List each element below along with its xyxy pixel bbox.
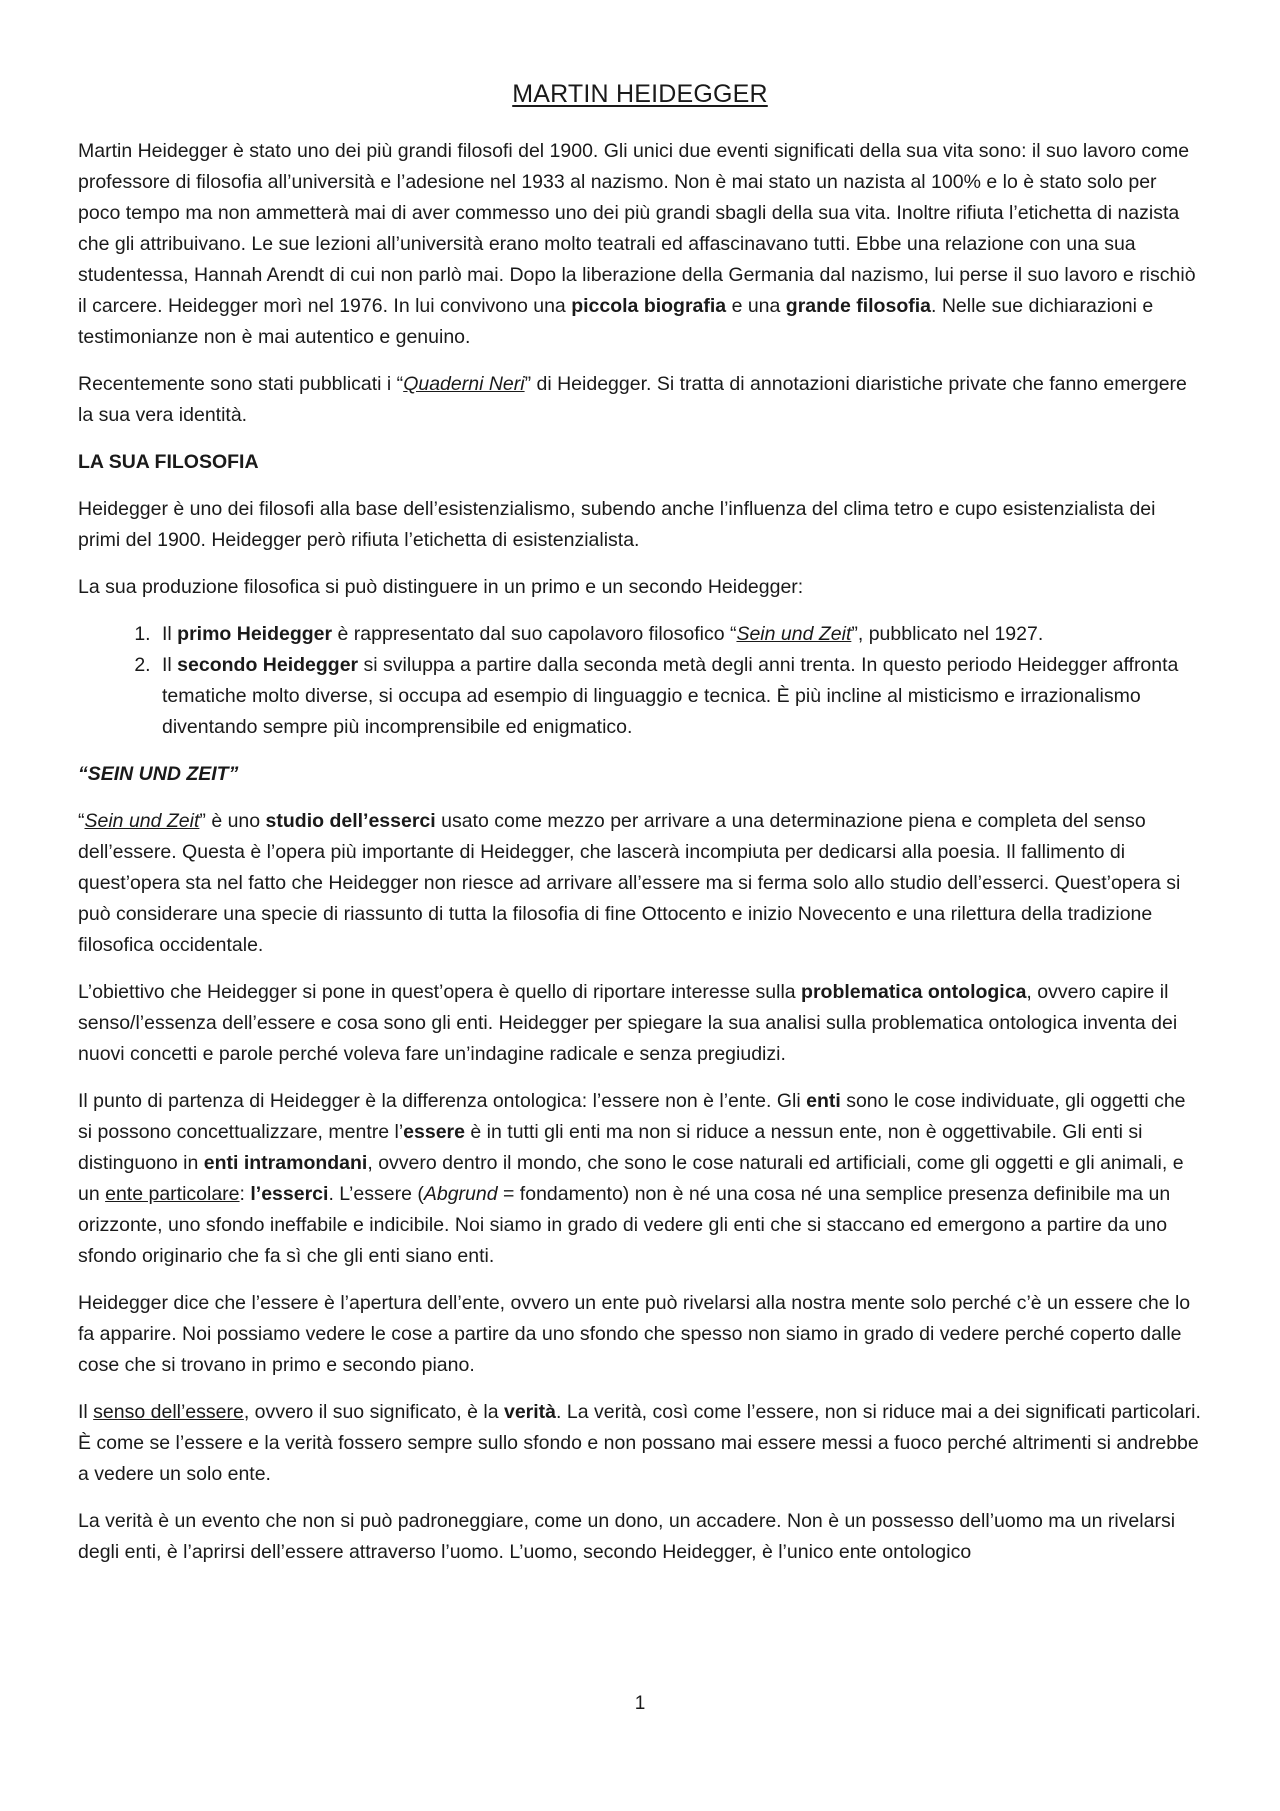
page-number: 1 [634, 1693, 646, 1714]
text-run: “ [78, 810, 85, 832]
sein-und-zeit-title: Sein und Zeit [84, 810, 200, 832]
page-title-text: MARTIN HEIDEGGER [512, 80, 768, 108]
text-run: Martin Heidegger è stato uno dei più grandi filosofi del 1900. Gli unici due eventi significati della sua vita sono: il suo lavoro come professore di filosofia all’università e l’adesione nel 1933 al nazismo. Non è mai stato un nazista al 100% e lo è stato solo per poco tempo ma non ammetterà mai di aver commesso uno dei più grandi sbagli della sua vita. Inoltre rifiuta l’etichetta di nazista che gli attribuivano. Le sue lezioni all’università erano molto teatrali ed affascinavano tutti. Ebbe una relazione con una sua studentessa, Hannah Arendt di cui non parlò mai. Dopo la liberazione della Germania dal nazismo, lui perse il suo lavoro e rischiò il carcere. Heidegger morì nel 1976. In lui convivono una [78, 140, 1196, 317]
text-run: e una [726, 295, 786, 317]
text-run: usato come mezzo per arrivare a una determinazione piena e completa del senso dell’essere. Questa è l’opera più importante di Heidegger, che lascerà incompiuta per dedicarsi alla poesia. Il fallimento di quest’opera sta nel fatto che Heidegger non riesce ad arrivare all’essere ma si ferma solo allo studio dell’esserci. Quest’opera si può considerare una specie di riassunto di tutta la filosofia di fine Ottocento e inizio Novecento e una rilettura della tradizione filosofica occidentale. [78, 810, 1181, 956]
list-item-secondo [156, 650, 1202, 743]
bold-piccola-biografia: piccola biografia [571, 295, 727, 317]
bold-problematica-ontologica: problematica ontologica [801, 981, 1027, 1003]
text-run: , ovvero dentro il mondo, che sono le cose naturali ed artificiali, come gli oggetti e gli animali, e un [78, 1152, 1184, 1205]
text-run: ” è uno [199, 810, 266, 832]
paragraph-esistenzialismo: Heidegger è uno dei filosofi alla base dell’esistenzialismo, subendo anche l’influenza del clima tetro e cupo esistenzialista dei primi del 1900. Heidegger però rifiuta l’etichetta di esistenzialista. [78, 498, 1156, 551]
underline-ente-particolare: ente particolare [105, 1183, 240, 1205]
sein-und-zeit-title: Sein und Zeit [736, 623, 852, 645]
bold-secondo-heidegger: secondo Heidegger [177, 654, 359, 676]
list-item-primo [156, 619, 1202, 650]
text-run: : [239, 1183, 251, 1205]
paragraph-apertura-ente: Heidegger dice che l’essere è l’apertura dell’ente, ovvero un ente può rivelarsi alla nostra mente solo perché c’è un essere che lo fa apparire. Noi possiamo vedere le cose a partire da uno sfondo che spesso non siamo in grado di vedere perché coperto dalle cose che si trovano in primo e secondo piano. [78, 1292, 1191, 1376]
text-run: Il [162, 654, 178, 676]
text-run: è rappresentato dal suo capolavoro filosofico “ [332, 623, 737, 645]
paragraph-biography [78, 136, 1202, 353]
italic-abgrund: Abgrund [423, 1183, 498, 1205]
page-title [78, 80, 1202, 109]
paragraph-obiettivo [78, 977, 1202, 1070]
bold-enti: enti [806, 1090, 841, 1112]
paragraph-quaderni-neri [78, 369, 1202, 431]
text-run: Il [78, 1401, 94, 1423]
quaderni-neri-title: Quaderni Neri [403, 373, 525, 395]
text-run: L’obiettivo che Heidegger si pone in quest’opera è quello di riportare interesse sulla [78, 981, 802, 1003]
text-run: ”, pubblicato nel 1927. [851, 623, 1044, 645]
text-run: è in tutti gli enti ma non si riduce a nessun ente, non è oggettivabile. Gli enti si distinguono in [78, 1121, 1143, 1174]
text-run: , ovvero il suo significato, è la [243, 1401, 504, 1423]
text-run: Recentemente sono stati pubblicati i “ [78, 373, 404, 395]
text-run: sono le cose individuate, gli oggetti che si possono concettualizzare, mentre l’ [78, 1090, 1186, 1143]
heading-la-sua-filosofia: LA SUA FILOSOFIA [78, 451, 259, 473]
bold-primo-heidegger: primo Heidegger [177, 623, 333, 645]
text-run: Il punto di partenza di Heidegger è la differenza ontologica: l’essere non è l’ente. Gli [78, 1090, 807, 1112]
text-run: Il [162, 623, 178, 645]
text-run: . L’essere ( [328, 1183, 424, 1205]
underline-senso-essere: senso dell’essere [93, 1401, 244, 1423]
paragraph-differenza-ontologica [78, 1086, 1202, 1272]
text-run: . Nelle sue dichiarazioni e testimonianze non è mai autentico e genuino. [78, 295, 1154, 348]
heading-sein-und-zeit: “SEIN UND ZEIT” [78, 763, 239, 785]
text-run: ” di Heidegger. Si tratta di annotazioni diaristiche private che fanno emergere la sua vera identità. [78, 373, 1187, 426]
bold-studio-esserci: studio dell’esserci [265, 810, 436, 832]
bold-esserci: l’esserci [250, 1183, 329, 1205]
text-run: si sviluppa a partire dalla seconda metà degli anni trenta. In questo periodo Heidegger affronta tematiche molto diverse, si occupa ad esempio di linguaggio e tecnica. È più incline al misticismo e irrazionalismo diventando sempre più incomprensibile ed enigmatico. [162, 654, 1179, 738]
bold-enti-intramondani: enti intramondani [203, 1152, 368, 1174]
bold-verita: verità [503, 1401, 557, 1423]
bold-essere: essere [403, 1121, 465, 1143]
text-run: , ovvero capire il senso/l’essenza dell’essere e cosa sono gli enti. Heidegger per spiegare la sua analisi sulla problematica ontologica inventa dei nuovi concetti e parole perché voleva fare un’indagine radicale e senza pregiudizi. [78, 981, 1178, 1065]
paragraph-verita-evento: La verità è un evento che non si può padroneggiare, come un dono, un accadere. Non è un possesso dell’uomo ma un rivelarsi degli enti, è l’aprirsi dell’essere attraverso l’uomo. L’uomo, secondo Heidegger, è l’unico ente ontologico [78, 1510, 1176, 1563]
text-run: . La verità, così come l’essere, non si riduce mai a dei significati particolari. È come se l’essere e la verità fossero sempre sullo sfondo e non possano mai essere messi a fuoco perché altrimenti si andrebbe a vedere un solo ente. [78, 1401, 1201, 1485]
paragraph-produzione: La sua produzione filosofica si può distinguere in un primo e un secondo Heidegger: [78, 576, 804, 598]
text-run: = fondamento) non è né una cosa né una semplice presenza definibile ma un orizzonte, uno sfondo ineffabile e indicibile. Noi siamo in grado di vedere gli enti che si staccano ed emergono a partire da uno sfondo originario che fa sì che gli enti siano enti. [78, 1183, 1171, 1267]
paragraph-sein-und-zeit [78, 806, 1202, 961]
paragraph-senso-essere [78, 1397, 1202, 1490]
bold-grande-filosofia: grande filosofia [785, 295, 931, 317]
heidegger-phases-list [78, 619, 1202, 743]
